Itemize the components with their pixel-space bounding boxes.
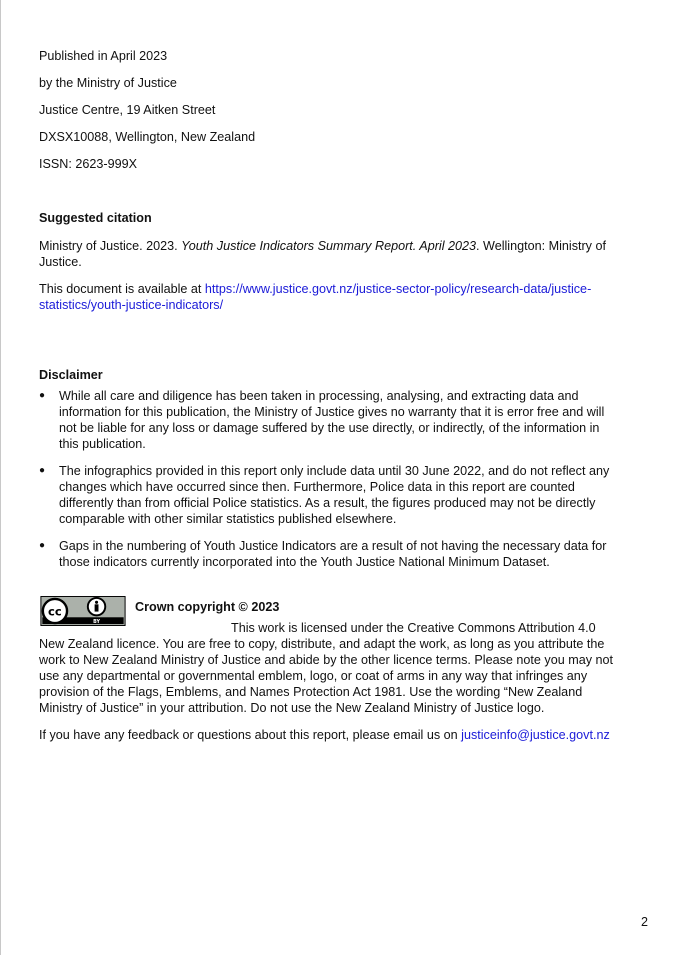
disclaimer-heading: Disclaimer — [39, 368, 103, 382]
disclaimer-item-text: While all care and diligence has been taken in processing, analysing, and extracting data and information for this publication, the Ministry of Justice gives no warranty that it is error free and will not be liable for any loss or damage suffered by the use directly, or indirectly, of the information in this publication. — [59, 389, 605, 451]
publication-details — [39, 48, 617, 172]
citation-section — [39, 210, 617, 313]
published-date: Published in April 2023 — [39, 49, 168, 63]
disclaimer-item-text: The infographics provided in this report only include data until 30 June 2022, and do not reflect any changes which have occurred since then. Furthermore, Police data in this report are counted differently than from official Police statistics. As a result, the figures produced may not be directly comparable with other similar statistics published elsewhere. — [59, 464, 610, 526]
bullet-icon: ● — [39, 540, 46, 551]
creative-commons-by-icon — [39, 596, 127, 626]
copyright-section — [39, 596, 617, 716]
publisher: by the Ministry of Justice — [39, 76, 177, 90]
availability-prefix: This document is available at — [39, 282, 205, 296]
availability-text — [39, 281, 617, 313]
feedback-email-link[interactable]: justiceinfo@justice.govt.nz — [461, 728, 610, 742]
document-page — [39, 48, 617, 743]
issn: ISSN: 2623-999X — [39, 157, 138, 171]
citation-title: Youth Justice Indicators Summary Report. April 2023 — [181, 239, 477, 253]
list-item — [39, 388, 617, 452]
disclaimer-section — [39, 367, 617, 570]
feedback-text — [39, 727, 617, 743]
citation-heading: Suggested citation — [39, 211, 152, 225]
copyright-body — [39, 620, 617, 716]
page-number: 2 — [640, 915, 648, 929]
disclaimer-item-text: Gaps in the numbering of Youth Justice Indicators are a result of not having the necessary data for those indicators currently incorporated into the Youth Justice National Minimum Dataset. — [59, 539, 607, 569]
list-item — [39, 463, 617, 527]
document-url-link[interactable]: https://www.justice.govt.nz/justice-sector-policy/research-data/justice-statistics/youth-justice-indicators/ — [39, 282, 592, 312]
bullet-icon: ● — [39, 390, 46, 401]
feedback-prefix: If you have any feedback or questions about this report, please email us on — [39, 728, 462, 742]
copyright-body-text: This work is licensed under the Creative Commons Attribution 4.0 New Zealand licence. You are free to copy, distribute, and adapt the work, as long as you attribute the work to New Zealand Ministry of Justice and abide by the other licence terms. Please note you may not use any departmental or governmental emblem, logo, or coat of arms in any way that infringes any provision of the Flags, Emblems, and Names Protection Act 1981. Use the wording “New Zealand Ministry of Justice” in your attribution. Do not use the New Zealand Ministry of Justice logo. — [39, 621, 613, 715]
copyright-heading: Crown copyright © 2023 — [135, 600, 280, 614]
svg-text:cc: cc — [48, 604, 62, 619]
badge-label: BY — [93, 620, 101, 626]
citation-text — [39, 238, 617, 270]
disclaimer-list — [39, 388, 617, 570]
dx-number: DXSX10088, Wellington, New Zealand — [39, 130, 256, 144]
citation-prefix: Ministry of Justice. 2023. — [39, 239, 182, 253]
list-item — [39, 538, 617, 570]
bullet-icon: ● — [39, 465, 46, 476]
citation-suffix: . Wellington: Ministry of Justice. — [39, 239, 606, 269]
address: Justice Centre, 19 Aitken Street — [39, 103, 216, 117]
